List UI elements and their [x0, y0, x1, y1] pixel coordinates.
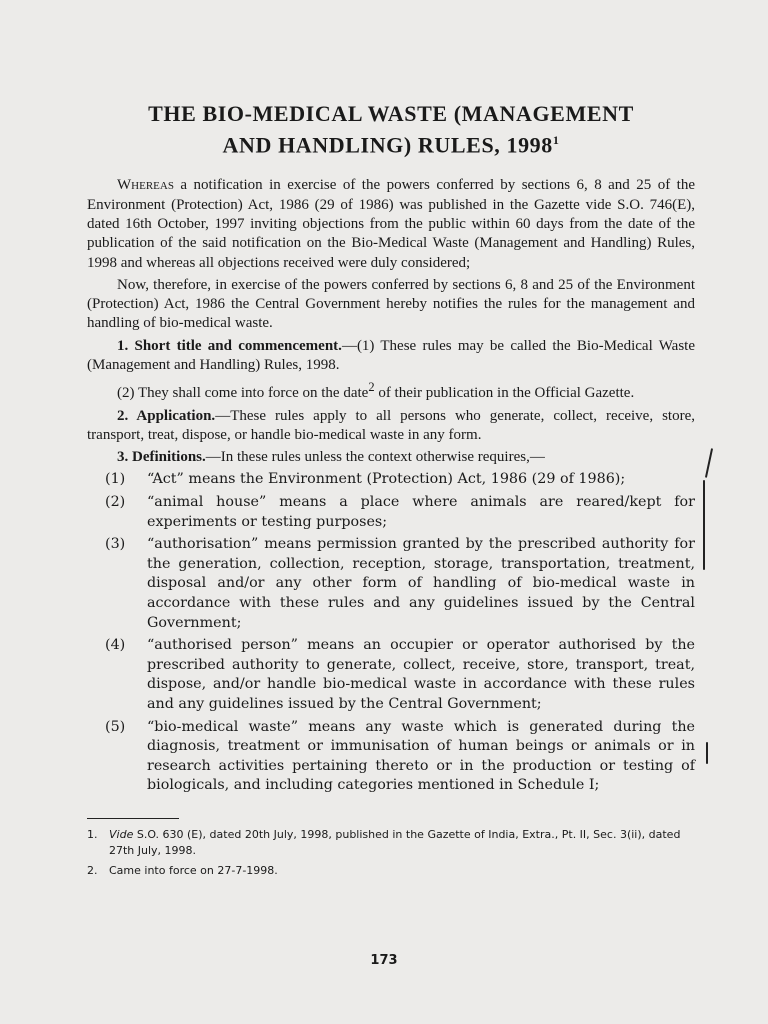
footnote-number: 2. [87, 863, 98, 877]
margin-mark [705, 448, 713, 478]
page-number: 173 [370, 953, 398, 968]
definition-text: “bio-medical waste” means any waste which is generated during the diagnosis, treatment or immunisation of human beings or animals or in research activities pertaining thereto or in the production or testing of biologicals, and including categories mentioned in Schedule I; [147, 718, 695, 794]
title-line-2 [87, 127, 695, 158]
footnote-divider [87, 818, 179, 819]
rule-2-heading: 2. Application. [117, 407, 216, 424]
definition-text: “Act” means the Environment (Protection) Act, 1986 (29 of 1986); [147, 471, 626, 488]
margin-mark [703, 480, 705, 570]
definition-text: “animal house” means a place where animals are reared/kept for experiments or testing purposes; [147, 494, 695, 530]
rule-1-2-text-b: of their publication in the Official Gazette. [374, 385, 635, 402]
definition-number: (5) [105, 718, 126, 735]
footnote-number: 1. [87, 827, 98, 841]
document-page [87, 100, 695, 879]
definition-item [87, 718, 695, 796]
definition-number: (2) [105, 494, 126, 511]
definition-number: (1) [105, 471, 126, 488]
enactment-paragraph: Now, therefore, in exercise of the powers conferred by sections 6, 8 and 25 of the Environment (Protection) Act, 1986 the Central Government hereby notifies the rules for the management and handling of bio-medical waste. [87, 276, 695, 332]
rule-1-heading: 1. Short title and commencement. [117, 337, 342, 354]
rule-1-paragraph [87, 337, 695, 376]
footnote-text [109, 827, 695, 859]
title-line-1: THE BIO-MEDICAL WASTE (MANAGEMENT [148, 101, 634, 126]
rule-1-text: —(1) These rules may be called the Bio-Medical Waste (Management and Handling) Rules, 1998. [87, 337, 695, 373]
rule-1-2-paragraph [87, 378, 695, 403]
footnote-body: Came into force on 27-7-1998. [109, 863, 278, 877]
rule-3-paragraph [87, 448, 695, 467]
definition-item [87, 636, 695, 714]
definitions-list [87, 470, 695, 796]
footnote-ref-2: 2 [368, 380, 375, 395]
rule-3-text: —In these rules unless the context otherwise requires,— [205, 449, 545, 466]
definition-number: (4) [105, 637, 126, 654]
footnote-item [87, 863, 695, 879]
title-line-2-text: AND HANDLING) RULES, 1998 [222, 132, 553, 158]
footnote-body: S.O. 630 (E), dated 20th July, 1998, published in the Gazette of India, Extra., Pt. II, Sec. 3(ii), dated 27th July, 1998. [109, 827, 681, 857]
definition-item [87, 493, 695, 532]
preamble-lead-word: Whereas [117, 177, 174, 194]
page-title [87, 100, 695, 158]
definition-text: “authorised person” means an occupier or operator authorised by the prescribed authority to generate, collect, receive, store, transport, treat, dispose, and/or handle bio-medical waste in accordance with these rules and any guidelines issued by the Central Government; [147, 637, 695, 713]
footnote-item [87, 827, 695, 859]
rule-2-text: —These rules apply to all persons who generate, collect, receive, store, transport, treat, dispose, or handle bio-medical waste in any form. [87, 407, 695, 443]
preamble-paragraph [87, 176, 695, 272]
preamble-text: a notification in exercise of the powers conferred by sections 6, 8 and 25 of the Environment (Protection) Act, 1986 (29 of 1986) was published in the Gazette vide S.O. 746(E), dated 16th October, 1997 inviting objections from the public within 60 days from the date of the publication of the said notification on the Bio-Medical Waste (Management and Handling) Rules, 1998 and whereas all objections received were duly considered; [87, 177, 695, 271]
footnote-ref-1: 1 [552, 133, 560, 147]
margin-mark [706, 742, 708, 764]
definition-number: (3) [105, 536, 126, 553]
rule-2-paragraph [87, 407, 695, 446]
rule-3-heading: 3. Definitions. [117, 449, 206, 466]
definition-item [87, 470, 695, 490]
definition-text: “authorisation” means permission granted by the prescribed authority for the generation, collection, reception, storage, transportation, treatment, disposal and/or any other form of handling of bio-medical waste in accordance with these rules and any guidelines issued by the Central Government; [147, 536, 695, 631]
rule-1-2-text-a: (2) They shall come into force on the date [117, 385, 369, 402]
footnote-vide: Vide [109, 827, 134, 841]
definition-item [87, 535, 695, 633]
